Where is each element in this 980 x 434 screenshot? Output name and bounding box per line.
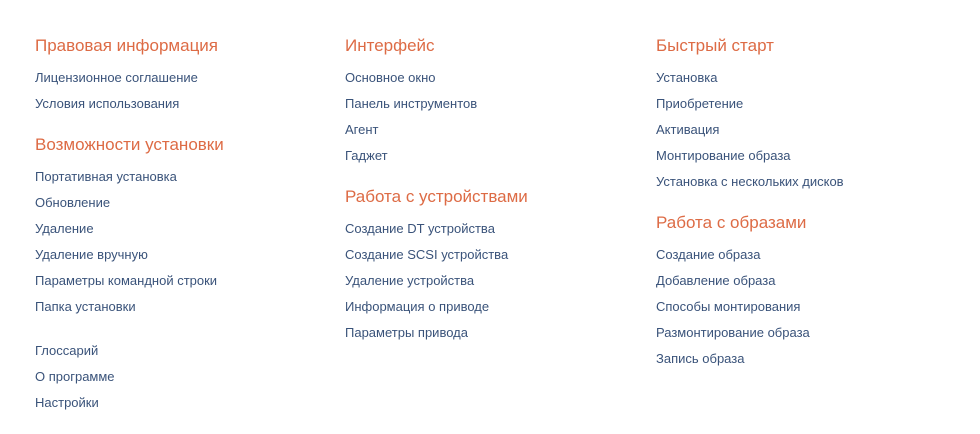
topic-link[interactable]: Способы монтирования <box>656 299 801 314</box>
topic-link[interactable]: Глоссарий <box>35 343 99 358</box>
section-heading: Работа с образами <box>656 213 807 232</box>
column-middle <box>345 36 645 364</box>
topic-link[interactable]: Установка с нескольких дисков <box>656 174 844 189</box>
topic-link[interactable]: Добавление образа <box>656 273 776 288</box>
help-section <box>656 213 956 372</box>
topic-link[interactable]: Основное окно <box>345 70 436 85</box>
topic-link[interactable]: Параметры привода <box>345 325 468 340</box>
topic-link[interactable]: Установка <box>656 70 718 85</box>
column-left <box>35 36 335 434</box>
topic-link[interactable]: О программе <box>35 369 115 384</box>
topic-link[interactable]: Запись образа <box>656 351 745 366</box>
section-heading: Возможности установки <box>35 135 224 154</box>
section-heading: Правовая информация <box>35 36 219 55</box>
section-heading: Интерфейс <box>345 36 435 55</box>
topic-link[interactable]: Удаление <box>35 221 94 236</box>
topic-link[interactable]: Создание SCSI устройства <box>345 247 509 262</box>
help-section <box>345 187 645 346</box>
section-heading: Быстрый старт <box>656 36 774 55</box>
column-right <box>656 36 956 390</box>
topic-link[interactable]: Создание образа <box>656 247 761 262</box>
topic-link[interactable]: Портативная установка <box>35 169 177 184</box>
topic-link[interactable]: Приобретение <box>656 96 744 111</box>
topic-link[interactable]: Информация о приводе <box>345 299 490 314</box>
help-section <box>35 135 335 320</box>
topic-link[interactable]: Удаление устройства <box>345 273 475 288</box>
topic-link[interactable]: Активация <box>656 122 720 137</box>
topic-link[interactable]: Параметры командной строки <box>35 273 218 288</box>
topic-link[interactable]: Условия использования <box>35 96 180 111</box>
topic-link[interactable]: Агент <box>345 122 379 137</box>
help-section <box>656 36 956 195</box>
topic-link[interactable]: Папка установки <box>35 299 136 314</box>
topic-link[interactable]: Создание DT устройства <box>345 221 495 236</box>
topic-link[interactable]: Гаджет <box>345 148 388 163</box>
topic-link[interactable]: Монтирование образа <box>656 148 791 163</box>
section-heading: Работа с устройствами <box>345 187 528 206</box>
topic-link[interactable]: Обновление <box>35 195 111 210</box>
topic-link[interactable]: Настройки <box>35 395 99 410</box>
topic-link[interactable]: Панель инструментов <box>345 96 478 111</box>
help-section <box>35 338 335 416</box>
topic-link[interactable]: Размонтирование образа <box>656 325 810 340</box>
help-section <box>345 36 645 169</box>
topic-link[interactable]: Лицензионное соглашение <box>35 70 198 85</box>
help-section <box>35 36 335 117</box>
topic-link[interactable]: Удаление вручную <box>35 247 148 262</box>
